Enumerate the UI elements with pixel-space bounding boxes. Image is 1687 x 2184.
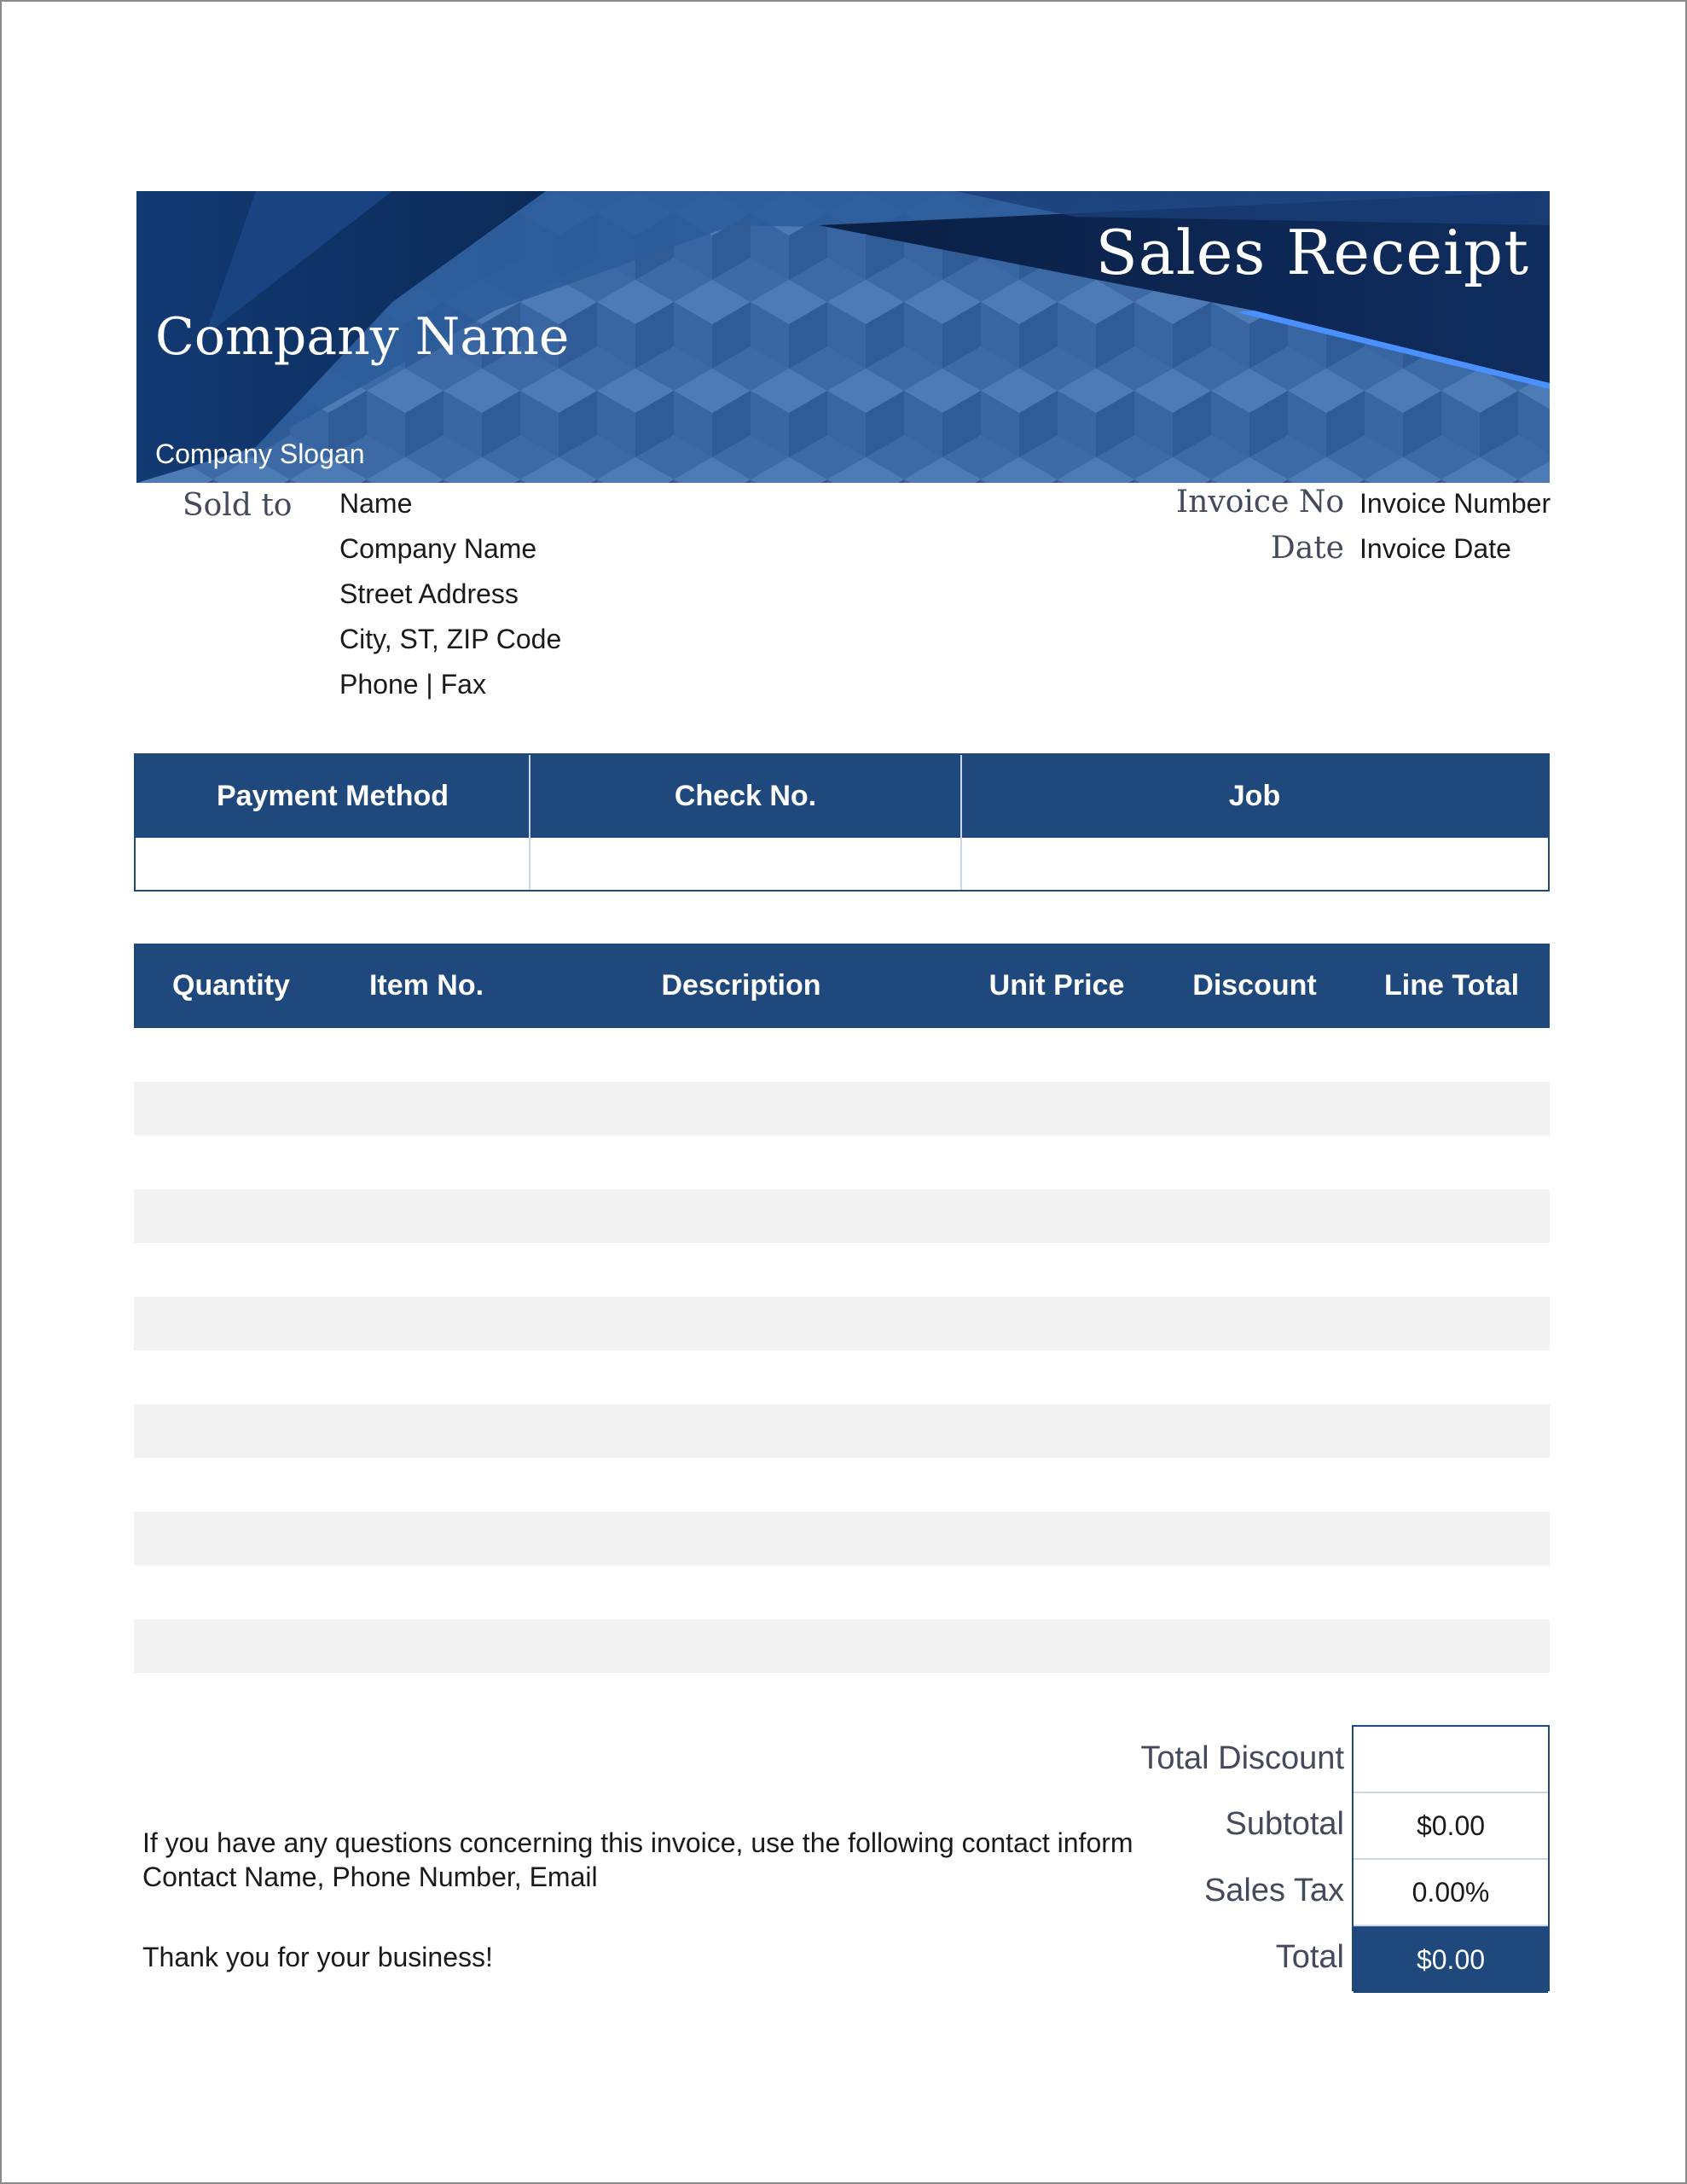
header-banner [136,191,1550,483]
table-row[interactable] [134,1028,1550,1082]
contact-note: If you have any questions concerning this invoice, use the following contact inform [142,1827,1133,1858]
column-divider [529,755,530,890]
thank-you-note: Thank you for your business! [142,1942,493,1972]
sold-to-label: Sold to [183,488,293,523]
total-value: $0.00 [1354,1926,1548,1993]
table-row[interactable] [134,1350,1550,1404]
customer-street: Street Address [339,578,519,609]
table-row[interactable] [134,1136,1550,1189]
customer-phone: Phone | Fax [339,669,486,700]
invoice-date-value: Invoice Date [1359,533,1511,564]
subtotal-value: $0.00 [1354,1793,1548,1860]
totals-box [1352,1725,1550,1991]
receipt-title: Sales Receipt [1095,217,1529,288]
total-discount-label: Total Discount [1140,1740,1344,1776]
table-row[interactable] [134,1243,1550,1297]
items-table-header [134,944,1550,1028]
invoice-date-label: Date [1270,531,1344,566]
sales-tax-label: Sales Tax [1203,1873,1344,1908]
quantity-header: Quantity [172,969,290,1002]
company-name: Company Name [155,307,570,367]
discount-header: Discount [1192,969,1317,1002]
description-header: Description [661,969,821,1002]
check-no-header: Check No. [674,780,817,812]
column-divider [960,755,962,890]
subtotal-label: Subtotal [1225,1806,1344,1842]
total-label: Total [1275,1939,1344,1975]
table-row[interactable] [134,1619,1550,1673]
table-row[interactable] [134,1458,1550,1512]
table-row[interactable] [134,1189,1550,1243]
customer-city: City, ST, ZIP Code [339,624,562,654]
sales-tax-value[interactable]: 0.00% [1354,1860,1548,1926]
payment-table-header [136,755,1548,838]
table-row[interactable] [134,1565,1550,1619]
table-row[interactable] [134,1297,1550,1350]
item-no-header: Item No. [368,969,484,1002]
unit-price-header: Unit Price [988,969,1125,1002]
payment-table [134,753,1550,892]
line-total-header: Line Total [1383,969,1520,1002]
payment-method-header: Payment Method [216,780,449,812]
invoice-number-value: Invoice Number [1359,488,1551,519]
table-row[interactable] [134,1404,1550,1458]
table-row[interactable] [134,1082,1550,1136]
contact-details: Contact Name, Phone Number, Email [142,1862,598,1892]
invoice-number-label: Invoice No [1175,485,1344,520]
company-slogan: Company Slogan [155,439,365,469]
customer-name: Name [339,488,413,519]
table-row[interactable] [134,1512,1550,1565]
customer-company: Company Name [339,533,537,564]
job-header: Job [1228,780,1281,812]
total-discount-value[interactable] [1354,1727,1548,1793]
